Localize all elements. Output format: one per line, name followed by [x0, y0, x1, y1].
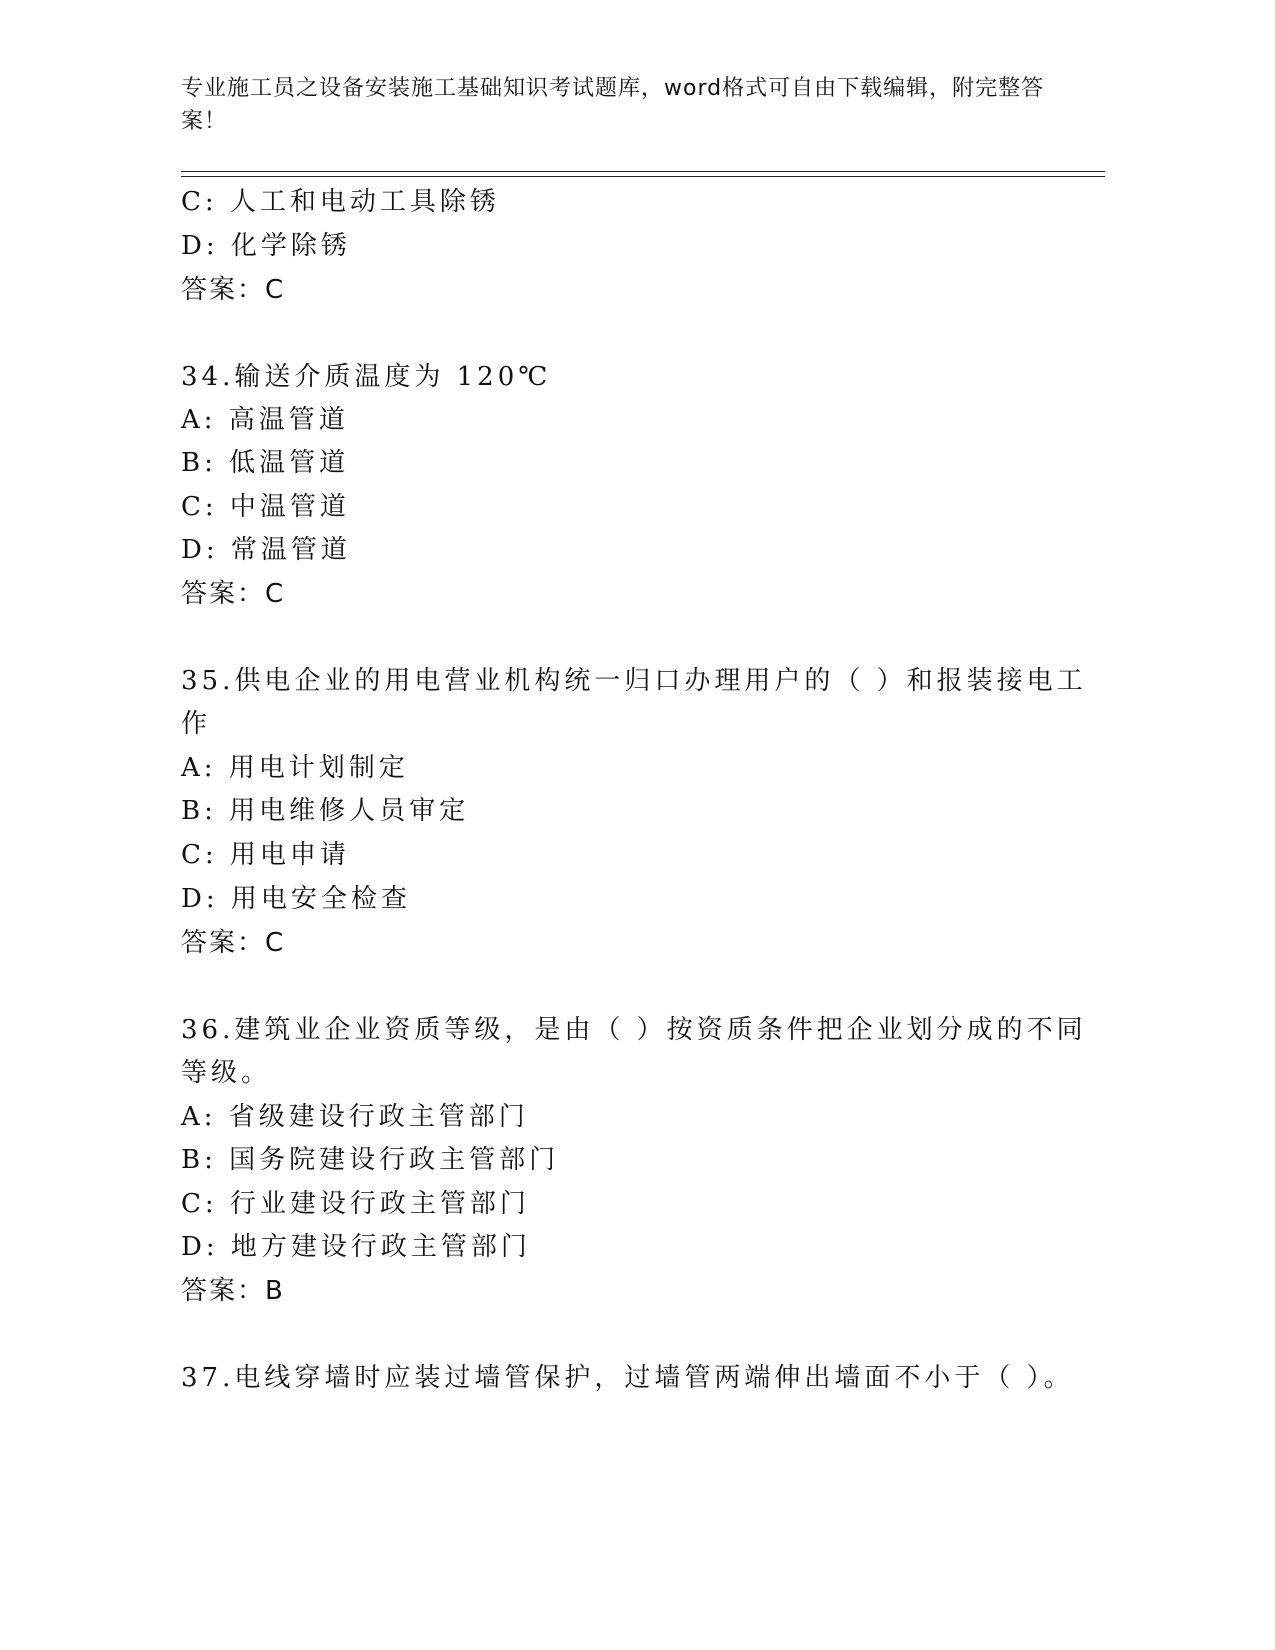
option-b-q34: B: 低温管道	[181, 448, 350, 478]
question-35-line-2: 作	[181, 709, 212, 739]
option-b-q35: B: 用电维修人员审定	[181, 796, 470, 826]
question-36-line-2: 等级。	[181, 1058, 272, 1088]
option-c-q35: C: 用电申请	[181, 840, 350, 870]
option-c-q36: C: 行业建设行政主管部门	[181, 1189, 530, 1219]
option-d-q33: D: 化学除锈	[181, 231, 351, 261]
answer-q33: 答案：C	[181, 275, 286, 305]
option-c-q34: C: 中温管道	[181, 492, 350, 522]
header-divider-bottom	[181, 176, 1105, 177]
document-header: 专业施工员之设备安装施工基础知识考试题库，word格式可自由下载编辑，附完整答案！	[181, 76, 1045, 134]
option-d-q34: D: 常温管道	[181, 535, 351, 565]
option-d-q35: D: 用电安全检查	[181, 884, 411, 914]
question-35-line-1: 35.供电企业的用电营业机构统一归口办理用户的（ ）和报装接电工	[181, 666, 1087, 696]
answer-q35: 答案：C	[181, 928, 286, 958]
question-36-line-1: 36.建筑业企业资质等级，是由（ ）按资质条件把企业划分成的不同	[181, 1015, 1087, 1045]
option-d-q36: D: 地方建设行政主管部门	[181, 1232, 531, 1262]
option-a-q35: A: 用电计划制定	[181, 753, 409, 783]
answer-q36: 答案：B	[181, 1276, 285, 1306]
header-divider-top	[181, 171, 1105, 172]
question-37: 37.电线穿墙时应装过墙管保护，过墙管两端伸出墙面不小于（ ）。	[181, 1363, 1074, 1393]
answer-q34: 答案：C	[181, 579, 286, 609]
option-c-q33: C: 人工和电动工具除锈	[181, 187, 500, 217]
option-a-q34: A: 高温管道	[181, 405, 349, 435]
option-b-q36: B: 国务院建设行政主管部门	[181, 1145, 560, 1175]
option-a-q36: A: 省级建设行政主管部门	[181, 1102, 529, 1132]
question-34: 34.输送介质温度为 120℃	[181, 362, 552, 392]
